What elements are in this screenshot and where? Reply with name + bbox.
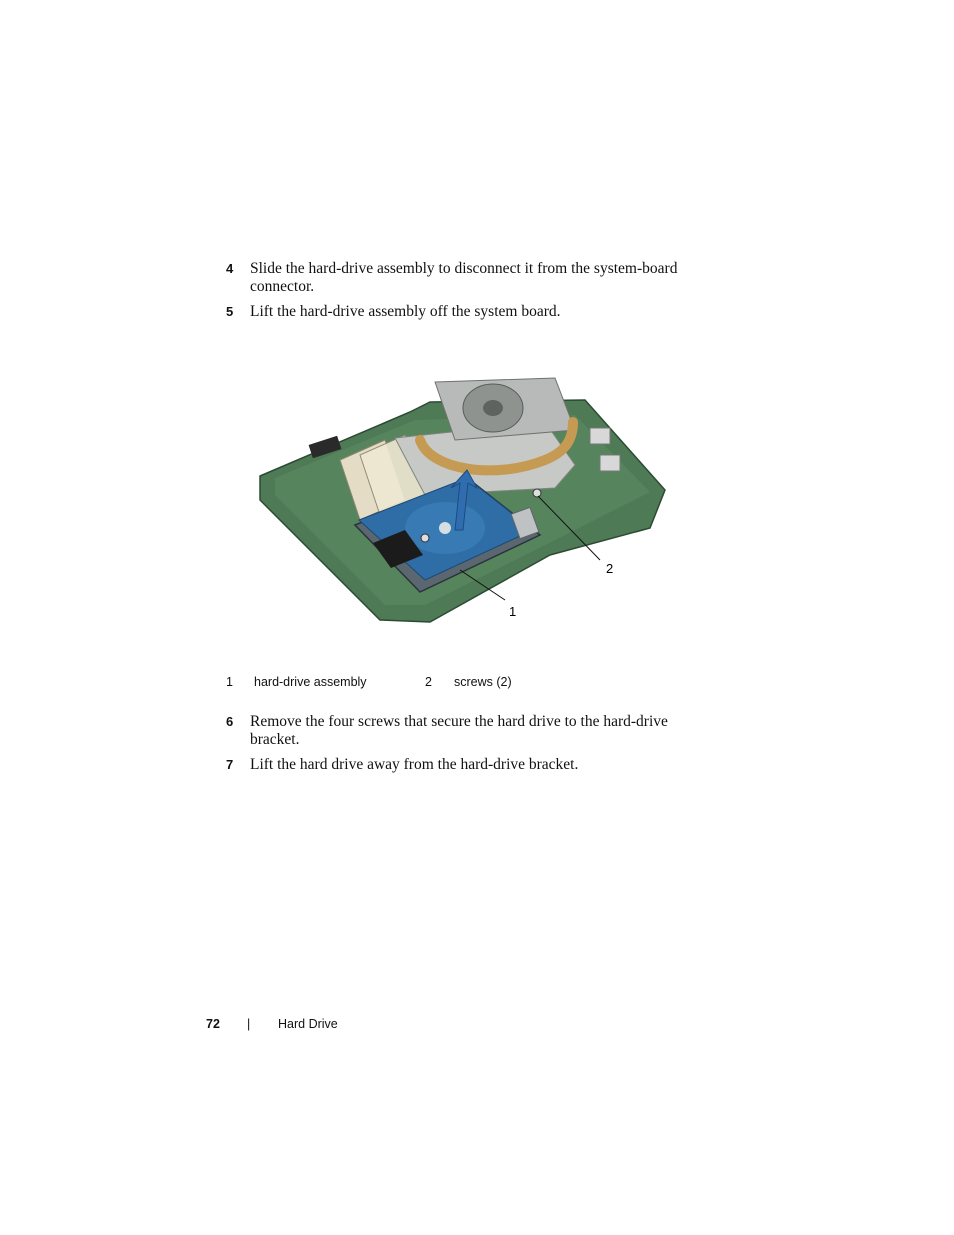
hard-drive-removal-illustration xyxy=(255,360,675,632)
screw-icon xyxy=(533,489,541,497)
step-6 xyxy=(226,713,696,749)
step-7 xyxy=(226,756,696,774)
page-number: 72 xyxy=(206,1017,220,1031)
step-4 xyxy=(226,260,696,296)
step-number: 6 xyxy=(226,714,234,729)
callout-1: 1 xyxy=(509,604,517,619)
usb-port xyxy=(590,428,610,444)
step-number: 5 xyxy=(226,304,234,319)
footer-section-title: Hard Drive xyxy=(278,1017,338,1031)
step-text: Remove the four screws that secure the hard drive to the hard-drive bracket. xyxy=(250,713,668,748)
step-5 xyxy=(226,303,696,321)
legend-number-1: 1 xyxy=(226,675,233,689)
legend-label-1: hard-drive assembly xyxy=(254,675,367,689)
legend-number-2: 2 xyxy=(425,675,432,689)
step-text: Slide the hard-drive assembly to disconnect it from the system-board connector. xyxy=(250,260,678,295)
usb-port xyxy=(600,455,620,471)
callout-2: 2 xyxy=(606,561,614,576)
footer-separator: | xyxy=(247,1017,251,1031)
step-number: 7 xyxy=(226,757,234,772)
step-number: 4 xyxy=(226,261,234,276)
legend-label-2: screws (2) xyxy=(454,675,512,689)
screw-icon xyxy=(421,534,429,542)
step-text: Lift the hard-drive assembly off the system board. xyxy=(250,303,561,320)
step-text: Lift the hard drive away from the hard-drive bracket. xyxy=(250,756,579,773)
fan xyxy=(435,378,575,440)
